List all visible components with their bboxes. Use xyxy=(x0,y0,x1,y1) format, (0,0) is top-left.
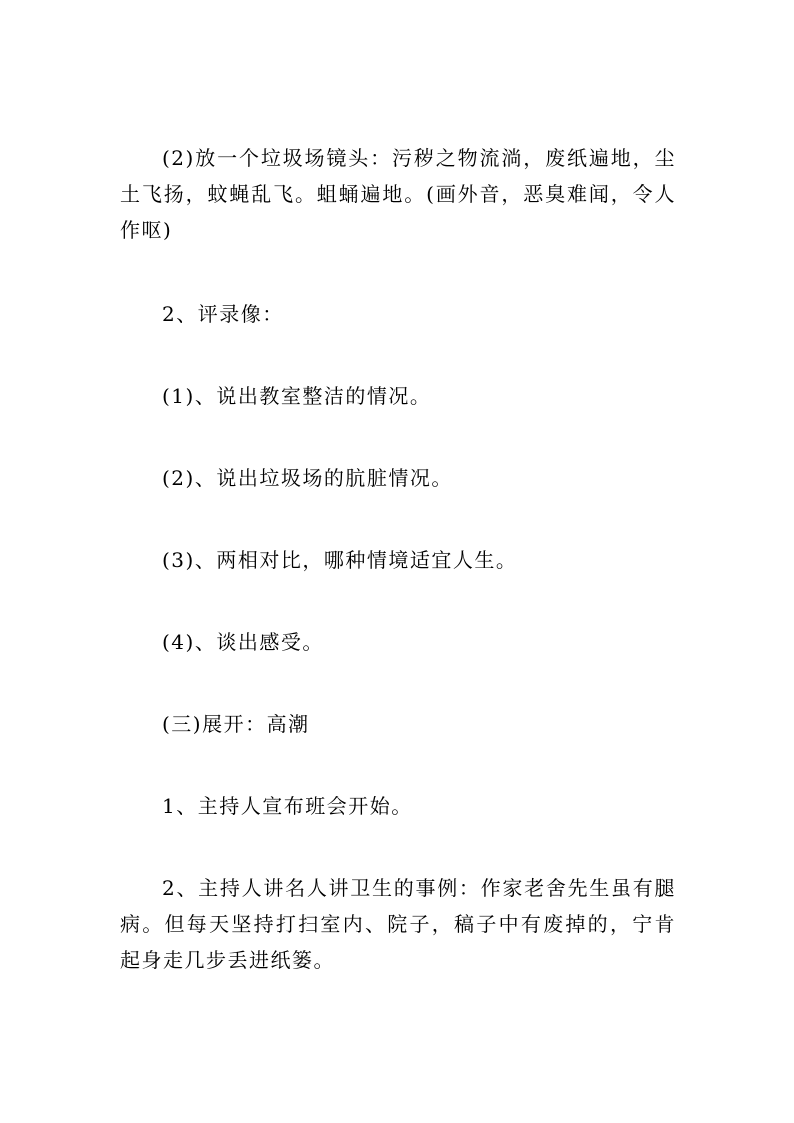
paragraph-host-announce: 1、主持人宣布班会开始。 xyxy=(162,794,413,818)
paragraph-review-video: 2、评录像： xyxy=(162,302,284,326)
section-heading-climax: (三)展开：高潮 xyxy=(162,712,310,736)
paragraph-host-example: 2、主持人讲名人讲卫生的事例：作家老舍先生虽有腿病。但每天坚持打扫室内、院子，稿子中有废掉的，宁肯起身走几步丢进纸篓。 xyxy=(120,876,676,972)
paragraph-review-item-3: (3)、两相对比，哪种情境适宜人生。 xyxy=(162,548,518,572)
paragraph-garbage-scene: (2)放一个垃圾场镜头：污秽之物流淌，废纸遍地，尘土飞扬，蚊蝇乱飞。蛆蛹遍地。(画外音，恶臭难闻，令人作呕) xyxy=(120,146,676,242)
document-body xyxy=(120,140,676,1024)
paragraph-review-item-1: (1)、说出教室整洁的情况。 xyxy=(162,384,432,408)
paragraph-review-item-4: (4)、谈出感受。 xyxy=(162,630,324,654)
paragraph-review-item-2: (2)、说出垃圾场的肮脏情况。 xyxy=(162,466,453,490)
